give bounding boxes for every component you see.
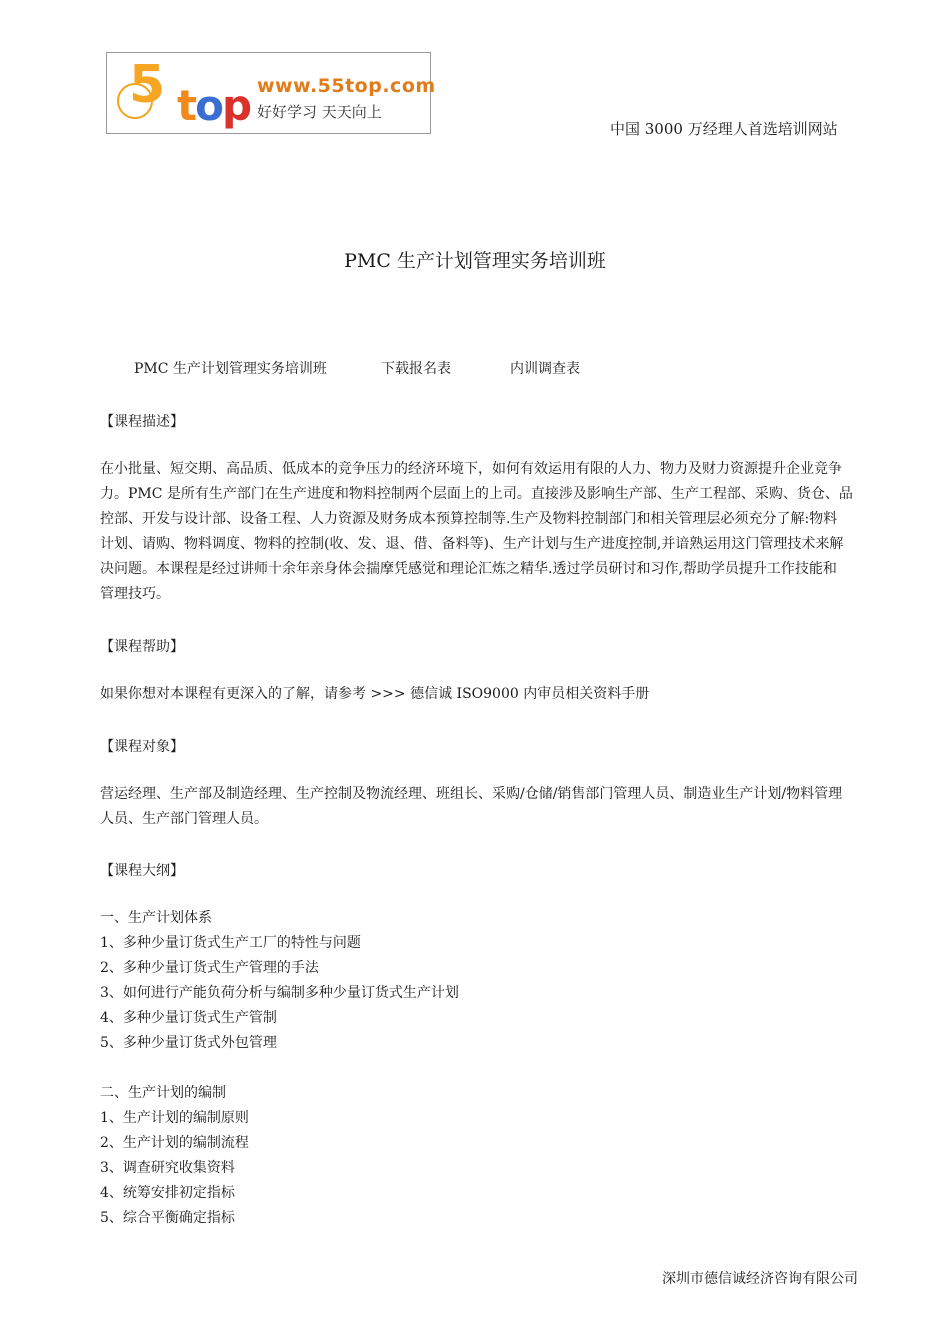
text-line: 计划、请购、物料调度、物料的控制(收、发、退、借、备料等)、生产计划与生产进度控制,并谙熟运用这门管理技术来解 xyxy=(100,536,844,552)
text-line: 人员、生产部门管理人员。 xyxy=(100,811,268,827)
logo-letter: o xyxy=(195,81,222,130)
text-line: 营运经理、生产部及制造经理、生产控制及物流经理、班组长、采购/仓储/销售部门管理人员、制造业生产计划/物料管理 xyxy=(100,786,843,802)
logo-number: 5 xyxy=(129,55,166,115)
footer-company: 深圳市德信诚经济咨询有限公司 xyxy=(662,1271,858,1287)
outline-item: 4、统筹安排初定指标 xyxy=(100,1185,235,1201)
section-heading-description: 【课程描述】 xyxy=(100,414,184,430)
site-tagline: 中国 3000 万经理人首选培训网站 xyxy=(610,120,838,138)
description-text xyxy=(100,457,864,607)
text-line: 管理技巧。 xyxy=(100,586,170,602)
outline-item: 2、多种少量订货式生产管理的手法 xyxy=(100,960,319,976)
nav-link-survey[interactable]: 内训调查表 xyxy=(510,361,580,377)
audience-text xyxy=(100,782,864,832)
logo-letter: p xyxy=(221,81,251,130)
outline-item: 5、综合平衡确定指标 xyxy=(100,1210,235,1226)
text-line: 力。PMC 是所有生产部门在生产进度和物料控制两个层面上的上司。直接涉及影响生产部、生产工程部、采购、货仓、品 xyxy=(100,486,853,502)
logo-url: www.55top.com xyxy=(257,75,436,97)
section-heading-help: 【课程帮助】 xyxy=(100,639,184,655)
logo-wordmark xyxy=(177,83,250,129)
outline-part-title: 一、生产计划体系 xyxy=(100,910,212,926)
text-line: 决问题。本课程是经过讲师十余年亲身体会揣摩凭感觉和理论汇炼之精华.透过学员研讨和习作,帮助学员提升工作技能和 xyxy=(100,561,837,577)
outline-item: 2、生产计划的编制流程 xyxy=(100,1135,249,1151)
help-link[interactable]: 如果你想对本课程有更深入的了解，请参考 >>> 德信诚 ISO9000 内审员相关资料手册 xyxy=(100,686,650,702)
outline-item: 5、多种少量订货式外包管理 xyxy=(100,1035,277,1051)
site-logo[interactable] xyxy=(106,52,436,134)
logo-letter: t xyxy=(177,81,196,130)
outline-item: 4、多种少量订货式生产管制 xyxy=(100,1010,277,1026)
section-heading-audience: 【课程对象】 xyxy=(100,739,184,755)
logo-slogan: 好好学习 天天向上 xyxy=(257,103,382,121)
outline-part-title: 二、生产计划的编制 xyxy=(100,1085,226,1101)
nav-link-download-form[interactable]: 下载报名表 xyxy=(381,361,451,377)
section-heading-outline: 【课程大纲】 xyxy=(100,863,184,879)
outline-item: 3、如何进行产能负荷分析与编制多种少量订货式生产计划 xyxy=(100,985,459,1001)
page-title: PMC 生产计划管理实务培训班 xyxy=(344,250,606,272)
nav-link-course[interactable]: PMC 生产计划管理实务培训班 xyxy=(134,361,327,377)
outline-item: 1、生产计划的编制原则 xyxy=(100,1110,249,1126)
outline-item: 3、调查研究收集资料 xyxy=(100,1160,235,1176)
text-line: 控部、开发与设计部、设备工程、人力资源及财务成本预算控制等.生产及物料控制部门和相关管理层必须充分了解:物料 xyxy=(100,511,838,527)
text-line: 在小批量、短交期、高品质、低成本的竞争压力的经济环境下，如何有效运用有限的人力、物力及财力资源提升企业竞争 xyxy=(100,461,842,477)
outline-item: 1、多种少量订货式生产工厂的特性与问题 xyxy=(100,935,361,951)
